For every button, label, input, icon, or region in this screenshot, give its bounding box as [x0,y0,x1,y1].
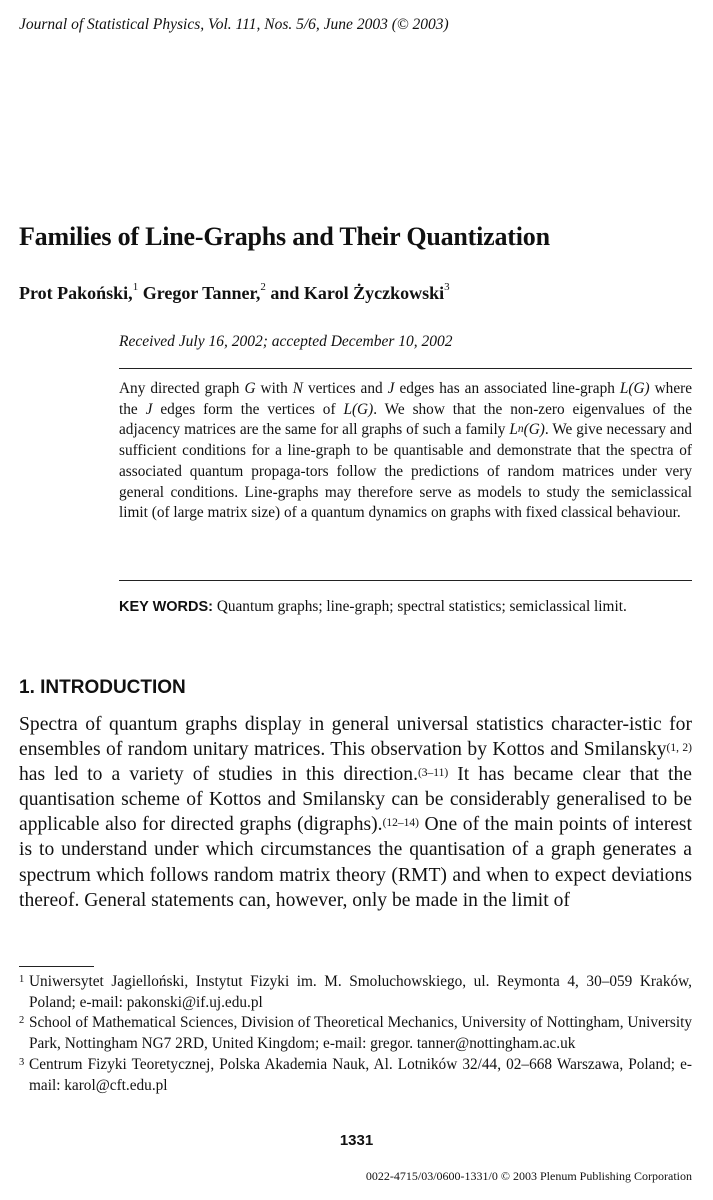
footnotes [19,972,692,1096]
footnote [19,1013,692,1054]
abstract-text: edges form the vertices of [152,400,344,418]
math-symbol: J [387,380,395,397]
footnote-text: Centrum Fizyki Teoretycznej, Polska Akademia Nauk, Al. Lotników 32/44, 02–668 Warszawa, Poland; e-mail: karol@cft.edu.pl [29,1055,692,1094]
paper-title: Families of Line-Graphs and Their Quantization [19,222,550,251]
author-tanner: Gregor Tanner, [142,283,261,303]
body-text: has led to a variety of studies in this direction. [19,764,418,786]
abstract-text: where the [119,380,693,418]
footnote [19,972,692,1013]
footnote-text: School of Mathematical Sciences, Division of Theoretical Mechanics, University of Nottingham, University Park, Nottingham NG7 2RD, United Kingdom; e-mail: gregor. tanner@nottingham.ac.uk [29,1014,692,1053]
math-symbol: L(G) [619,380,650,397]
author-zyczkowski: and Karol Życzkowski [270,283,445,303]
abstract-text: edges has an associated line-graph [394,380,620,397]
author-list [19,283,450,304]
footnote-rule [19,966,94,967]
author-pakonski: Prot Pakoński, [19,283,133,303]
math-symbol: G [244,380,256,397]
abstract-top-rule [119,368,692,369]
received-dates: Received July 16, 2002; accepted December 10, 2002 [119,333,453,350]
footnote-text: Uniwersytet Jagielloński, Instytut Fizyki im. M. Smoluchowskiego, ul. Reymonta 4, 30–059 Kraków, Poland; e-mail: pakonski@if.uj.edu.pl [29,973,692,1011]
math-symbol: L(G) [343,400,374,418]
math-symbol: L [509,421,518,439]
section-heading-introduction: 1. INTRODUCTION [19,677,186,698]
abstract-text: . We show that the non-zero eigenvalues of the adjacency matrices are the same for all graphs of such a family [119,400,692,439]
abstract-text: Any directed graph [119,380,245,397]
running-head: Journal of Statistical Physics, Vol. 111, Nos. 5/6, June 2003 (© 2003) [19,16,449,33]
abstract-bottom-rule [119,580,692,581]
copyright-line: 0022-4715/03/0600-1331/0 © 2003 Plenum Publishing Corporation [365,1169,692,1183]
body-text: Spectra of quantum graphs display in general universal statistics character-istic for ensembles of random unitary matrices. This observation by Kottos and Smilansky [19,714,692,761]
abstract-text: with [255,380,293,397]
footnote-number: 2 [19,1015,25,1027]
abstract [119,379,692,524]
keywords-text: Quantum graphs; line-graph; spectral statistics; semiclassical limit. [213,598,627,615]
introduction-paragraph [19,712,692,913]
footnote-number: 3 [19,1056,25,1068]
abstract-text: . We give necessary and sufficient conditions for a line-graph to be quantisable and demonstrate that the spectra of associated quantum propaga-tors follow the predictions of random matrices under very general conditions. Line-graphs may therefore serve as models to study the semiclassical limit (of large matrix size) of a quantum dynamics on graphs with fixed classical behaviour. [119,421,692,522]
math-symbol: N [292,380,303,397]
math-symbol: J [145,400,153,418]
affiliation-mark-1: 1 [132,281,139,293]
body-text: One of the main points of interest is to understand under which circumstances the quantisation of a graph generates a spectrum which follows random matrix theory (RMT) and when to expect deviations thereof. General statements can, however, only be made in the limit of [19,814,692,911]
keywords-label: KEY WORDS: [119,599,213,615]
affiliation-mark-3: 3 [444,281,450,293]
footnote-number: 1 [19,974,25,985]
math-symbol: (G) [523,421,545,439]
citation-ref: (12–14) [382,817,419,830]
abstract-text: vertices and [302,380,388,397]
keywords [119,596,692,618]
affiliation-mark-2: 2 [260,281,266,293]
citation-ref: (1, 2) [666,742,692,755]
page-number: 1331 [339,1132,374,1149]
math-superscript: n [517,423,524,436]
citation-ref: (3–11) [417,767,449,780]
body-text: It has became clear that the quantisation scheme of Kottos and Smilansky can be considerably generalised to be applicable also for directed graphs (digraphs). [19,764,692,836]
footnote [19,1055,692,1096]
